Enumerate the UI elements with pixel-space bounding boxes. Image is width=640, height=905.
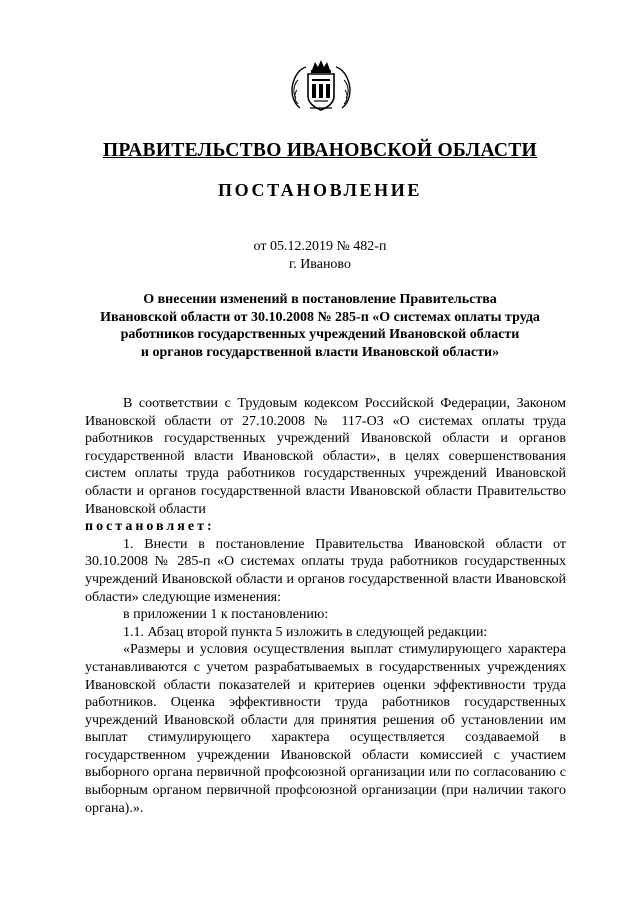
quoted-text-paragraph: «Размеры и условия осуществления выплат стимулирующего характера устанавливаются с учетом разрабатываемых в государственных учреждениях Ивановской области показателей и критериев оценки эффективности труда работников. Оценка эффективности труда работников государственных учреждений Ивановской области для принятия решения об установлении им выплат стимулирующего характера осуществляется создаваемой в государственном учреждении Ивановской области комиссией с участием выборного органа первичной профсоюзной организации или по согласованию с выборным органом первичной профсоюзной организации (при наличии такого органа).».	[85, 642, 566, 816]
document-meta	[0, 238, 640, 274]
decree-word-paragraph	[85, 518, 566, 536]
subject-line: О внесении изменений в постановление Правительства	[143, 292, 497, 307]
document-subject	[84, 291, 556, 361]
ivanovo-coat-of-arms-icon	[288, 58, 354, 112]
appendix-paragraph: в приложении 1 к постановлению:	[123, 607, 329, 623]
item-1-paragraph: 1. Внести в постановление Правительства Ивановской области от 30.10.2008 № 285-п «О системах оплаты труда работников государственных учреждений Ивановской области и органов государственной власти Ивановской области» следующие изменения:	[85, 536, 566, 605]
decree-word: постановляет:	[85, 519, 215, 535]
date-number: от 05.12.2019 № 482-п	[253, 239, 387, 254]
subject-line: работников государственных учреждений Ивановской области	[120, 327, 520, 342]
item-1-1-paragraph: 1.1. Абзац второй пункта 5 изложить в следующей редакции:	[123, 624, 488, 640]
city: г. Иваново	[289, 257, 351, 272]
preamble-paragraph: В соответствии с Трудовым кодексом Российской Федерации, Законом Ивановской области от 27.10.2008 № 117-ОЗ «О системах оплаты труда работников государственных учреждений Ивановской области и органов государственной власти Ивановской области», в целях совершенствования систем оплаты труда работников государственных учреждений Ивановской области и органов государственной власти Ивановской области Правительство Ивановской области	[85, 396, 566, 517]
subject-line: Ивановской области от 30.10.2008 № 285-п «О системах оплаты труда	[100, 309, 540, 325]
subject-line: и органов государственной власти Ивановской области»	[140, 344, 500, 360]
document-body	[85, 395, 566, 817]
document-type-title: ПОСТАНОВЛЕНИЕ	[218, 180, 422, 200]
government-title: ПРАВИТЕЛЬСТВО ИВАНОВСКОЙ ОБЛАСТИ	[102, 140, 538, 161]
